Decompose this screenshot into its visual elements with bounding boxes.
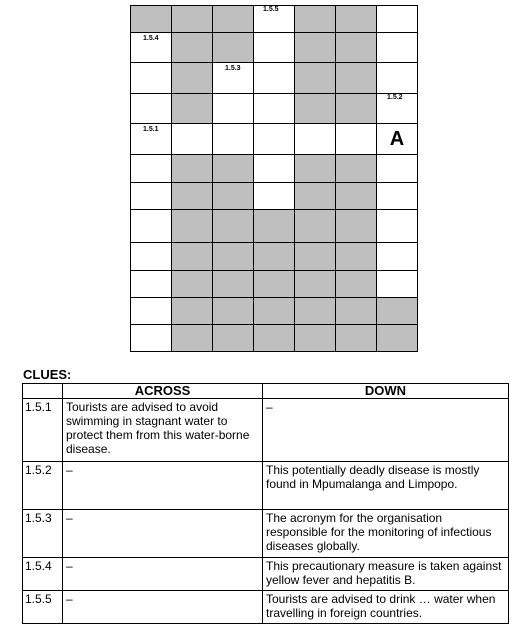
clues-table: [22, 383, 509, 624]
shaded-cell: [295, 210, 336, 243]
answer-cell[interactable]: [131, 63, 172, 94]
grid-row: [131, 325, 418, 352]
shaded-cell: [336, 94, 377, 124]
answer-cell[interactable]: [213, 124, 254, 155]
crossword-grid: [130, 5, 418, 352]
shaded-cell: [254, 325, 295, 352]
grid-row: [131, 124, 418, 155]
shaded-cell: [377, 325, 418, 352]
shaded-cell: [172, 271, 213, 298]
shaded-cell: [336, 271, 377, 298]
clues-header-row: [23, 384, 509, 399]
answer-cell[interactable]: [377, 155, 418, 183]
grid-row: [131, 6, 418, 33]
clue-row: [23, 462, 509, 510]
shaded-cell: [172, 243, 213, 271]
across-clue: Tourists are advised to avoid swimming in stagnant water to protect them from this water-borne disease.: [63, 399, 263, 462]
answer-cell[interactable]: [377, 94, 418, 124]
shaded-cell: [336, 243, 377, 271]
shaded-cell: [336, 155, 377, 183]
across-clue: –: [63, 558, 263, 591]
shaded-cell: [172, 63, 213, 94]
answer-cell[interactable]: [131, 298, 172, 325]
clues-heading: CLUES:: [23, 367, 72, 382]
across-clue: –: [63, 462, 263, 510]
shaded-cell: [336, 210, 377, 243]
clue-number-label: 1.5.5: [263, 6, 279, 13]
clue-row: [23, 399, 509, 462]
answer-cell[interactable]: [377, 63, 418, 94]
answer-cell[interactable]: [254, 63, 295, 94]
shaded-cell: [254, 243, 295, 271]
answer-cell[interactable]: [377, 210, 418, 243]
shaded-cell: [295, 183, 336, 210]
shaded-cell: [172, 6, 213, 33]
shaded-cell: [172, 325, 213, 352]
answer-cell[interactable]: [377, 243, 418, 271]
shaded-cell: [131, 6, 172, 33]
answer-cell[interactable]: [131, 33, 172, 63]
clue-row: [23, 510, 509, 558]
shaded-cell: [254, 298, 295, 325]
answer-cell[interactable]: [377, 124, 418, 155]
shaded-cell: [172, 183, 213, 210]
answer-cell[interactable]: [131, 271, 172, 298]
down-clue: This potentially deadly disease is mostly found in Mpumalanga and Limpopo.: [263, 462, 509, 510]
answer-cell[interactable]: [131, 124, 172, 155]
answer-cell[interactable]: [131, 183, 172, 210]
shaded-cell: [172, 94, 213, 124]
shaded-cell: [213, 271, 254, 298]
shaded-cell: [336, 183, 377, 210]
answer-cell[interactable]: [254, 183, 295, 210]
shaded-cell: [295, 63, 336, 94]
answer-cell[interactable]: [213, 94, 254, 124]
answer-cell[interactable]: [336, 124, 377, 155]
clue-number: 1.5.1: [23, 399, 63, 462]
down-clue: –: [263, 399, 509, 462]
answer-cell[interactable]: [254, 124, 295, 155]
shaded-cell: [213, 33, 254, 63]
answer-cell[interactable]: [213, 63, 254, 94]
answer-cell[interactable]: [377, 271, 418, 298]
answer-cell[interactable]: [254, 94, 295, 124]
grid-row: [131, 183, 418, 210]
shaded-cell: [254, 210, 295, 243]
shaded-cell: [295, 243, 336, 271]
grid-row: [131, 210, 418, 243]
shaded-cell: [295, 6, 336, 33]
across-header: ACROSS: [63, 384, 263, 399]
grid-row: [131, 298, 418, 325]
shaded-cell: [295, 298, 336, 325]
shaded-cell: [336, 63, 377, 94]
down-header: DOWN: [263, 384, 509, 399]
shaded-cell: [336, 6, 377, 33]
answer-cell[interactable]: [254, 6, 295, 33]
clue-row: [23, 591, 509, 624]
shaded-cell: [336, 298, 377, 325]
answer-cell[interactable]: [172, 124, 213, 155]
answer-cell[interactable]: [131, 94, 172, 124]
shaded-cell: [172, 155, 213, 183]
answer-cell[interactable]: [131, 155, 172, 183]
shaded-cell: [295, 155, 336, 183]
shaded-cell: [213, 325, 254, 352]
shaded-cell: [295, 271, 336, 298]
shaded-cell: [213, 243, 254, 271]
shaded-cell: [213, 183, 254, 210]
shaded-cell: [213, 6, 254, 33]
shaded-cell: [172, 210, 213, 243]
answer-cell[interactable]: [131, 210, 172, 243]
clue-number: 1.5.4: [23, 558, 63, 591]
grid-row: [131, 155, 418, 183]
shaded-cell: [172, 33, 213, 63]
shaded-cell: [172, 298, 213, 325]
clue-row: [23, 558, 509, 591]
grid-row: [131, 243, 418, 271]
grid-row: [131, 63, 418, 94]
shaded-cell: [295, 325, 336, 352]
shaded-cell: [377, 298, 418, 325]
down-clue: Tourists are advised to drink … water when travelling in foreign countries.: [263, 591, 509, 624]
shaded-cell: [254, 271, 295, 298]
clues-number-header: [23, 384, 63, 399]
grid-row: [131, 271, 418, 298]
shaded-cell: [336, 33, 377, 63]
shaded-cell: [336, 325, 377, 352]
clue-number: 1.5.2: [23, 462, 63, 510]
shaded-cell: [213, 155, 254, 183]
answer-cell[interactable]: [131, 243, 172, 271]
answer-cell[interactable]: [254, 155, 295, 183]
answer-cell[interactable]: [295, 124, 336, 155]
clue-number-label: 1.5.3: [225, 65, 241, 72]
answer-cell[interactable]: [377, 183, 418, 210]
answer-cell[interactable]: [377, 6, 418, 33]
down-clue: This precautionary measure is taken against yellow fever and hepatitis B.: [263, 558, 509, 591]
grid-row: [131, 33, 418, 63]
across-clue: –: [63, 591, 263, 624]
grid-row: [131, 94, 418, 124]
down-clue: The acronym for the organisation responsible for the monitoring of infectious diseases globally.: [263, 510, 509, 558]
shaded-cell: [213, 210, 254, 243]
answer-cell[interactable]: [131, 325, 172, 352]
across-clue: –: [63, 510, 263, 558]
clue-number-label: 1.5.1: [143, 126, 159, 133]
clue-number: 1.5.3: [23, 510, 63, 558]
shaded-cell: [213, 298, 254, 325]
answer-cell[interactable]: [377, 33, 418, 63]
answer-cell[interactable]: [254, 33, 295, 63]
shaded-cell: [295, 94, 336, 124]
clue-number: 1.5.5: [23, 591, 63, 624]
shaded-cell: [295, 33, 336, 63]
filled-letter: A: [389, 128, 405, 150]
clue-number-label: 1.5.2: [387, 94, 403, 101]
clue-number-label: 1.5.4: [143, 35, 159, 42]
